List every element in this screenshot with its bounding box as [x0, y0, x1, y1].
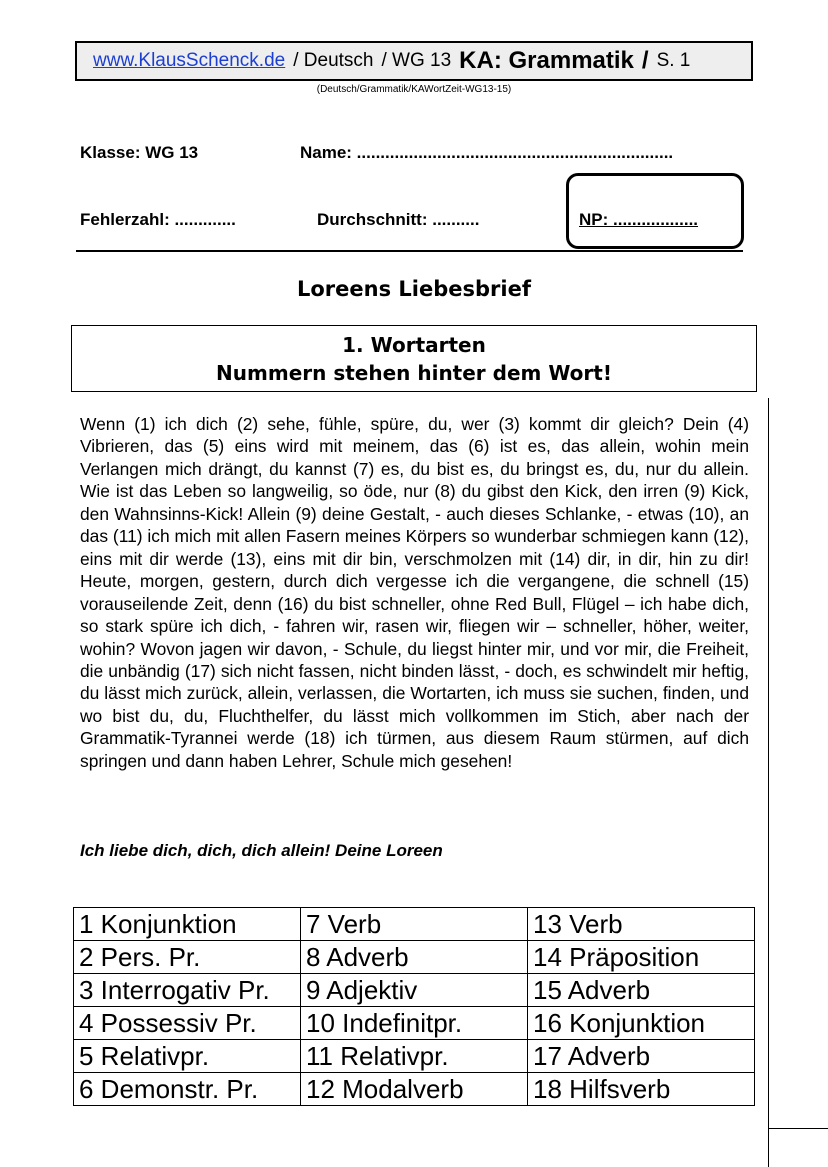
- table-cell: 12 Modalverb: [301, 1073, 528, 1106]
- table-cell: 3 Interrogativ Pr.: [74, 974, 301, 1007]
- table-cell: 16 Konjunktion: [528, 1007, 755, 1040]
- table-cell: 1 Konjunktion: [74, 908, 301, 941]
- header-subject: / Deutsch: [293, 50, 374, 71]
- divider-line: [76, 250, 743, 252]
- header-slash: /: [641, 47, 649, 74]
- task-instruction: Nummern stehen hinter dem Wort!: [216, 361, 612, 385]
- file-path-note: (Deutsch/Grammatik/KAWortZeit-WG13-15): [316, 84, 512, 95]
- table-cell: 8 Adverb: [301, 941, 528, 974]
- np-field: NP: ..................: [579, 210, 699, 229]
- table-cell: 5 Relativpr.: [74, 1040, 301, 1073]
- website-link[interactable]: www.KlausSchenck.de: [93, 50, 286, 71]
- task-box: [71, 325, 757, 392]
- margin-rule-bottom: [768, 1128, 828, 1129]
- table-row: [74, 908, 755, 941]
- table-cell: 14 Präposition: [528, 941, 755, 974]
- header-box: [75, 41, 753, 81]
- table-cell: 4 Possessiv Pr.: [74, 1007, 301, 1040]
- table-cell: 17 Adverb: [528, 1040, 755, 1073]
- table-cell: 15 Adverb: [528, 974, 755, 1007]
- table-row: [74, 1040, 755, 1073]
- table-cell: 18 Hilfsverb: [528, 1073, 755, 1106]
- table-cell: 2 Pers. Pr.: [74, 941, 301, 974]
- closing-line: Ich liebe dich, dich, dich allein! Deine Loreen: [80, 841, 443, 860]
- table-cell: 6 Demonstr. Pr.: [74, 1073, 301, 1106]
- document-title: Loreens Liebesbrief: [297, 277, 531, 301]
- table-cell: 11 Relativpr.: [301, 1040, 528, 1073]
- table-row: [74, 1007, 755, 1040]
- answer-table: [73, 907, 755, 1106]
- table-row: [74, 974, 755, 1007]
- header-page: S. 1: [656, 50, 691, 71]
- durchschnitt-field: Durchschnitt: ..........: [317, 210, 480, 229]
- margin-rule: [768, 398, 769, 1167]
- table-cell: 10 Indefinitpr.: [301, 1007, 528, 1040]
- table-cell: 13 Verb: [528, 908, 755, 941]
- klasse-field: Klasse: WG 13: [80, 143, 199, 162]
- name-field: Name: ...................................................................: [300, 143, 674, 162]
- story-text: Wenn (1) ich dich (2) sehe, fühle, spüre, du, wer (3) kommt dir gleich? Dein (4) Vibrieren, das (5) eins wird mit meinem, das (6) ist es, das allein, wohin mein Verlangen mich drängt, du kannst (7) es, du bist es, du bringst es, du, nur du allein. Wie ist das Leben so langweilig, so öde, nur (8) du gibst den Kick, den irren (9) Kick, den Wahnsinns-Kick! Allein (9) deine Gestalt, - auch dieses Schlanke, - etwas (10), an das (11) ich mich mit allen Fasern meines Körpers so wunderbar schmiegen kann (12), eins mit dir werde (13), eins mit dir bin, verschmolzen mit (14) dir, in dir, hin zu dir! Heute, morgen, gestern, durch dich vergesse ich die vergangene, die schnell (15) vorauseilende Zeit, denn (16) du bist schneller, ohne Red Bull, Flügel – ich habe dich, so stark spüre ich dich, - fahren wir, rasen wir, fliegen wir – schneller, höher, weiter, wohin? Wovon jagen wir davon, - Schule, du liegst hinter mir, und vor mir, die Freiheit, die unbändig (17) sich nicht fassen, nicht binden lässt, - doch, es schwindelt mir heftig, du lässt mich zurück, allein, verlassen, die Wortarten, ich muss sie suchen, finden, und wo bist du, du, Fluchthelfer, du lässt mich vollkommen im Stich, aber nach der Grammatik-Tyrannei werde (18) ich türmen, aus diesem Raum stürmen, auf dich springen und dann haben Lehrer, Schule mich gesehen!: [80, 414, 749, 771]
- header-title: KA: Grammatik: [459, 47, 634, 74]
- table-cell: 9 Adjektiv: [301, 974, 528, 1007]
- task-number: 1. Wortarten: [342, 333, 486, 357]
- fehlerzahl-field: Fehlerzahl: .............: [80, 210, 236, 229]
- table-row: [74, 1073, 755, 1106]
- table-cell: 7 Verb: [301, 908, 528, 941]
- table-row: [74, 941, 755, 974]
- header-class: / WG 13: [381, 50, 452, 71]
